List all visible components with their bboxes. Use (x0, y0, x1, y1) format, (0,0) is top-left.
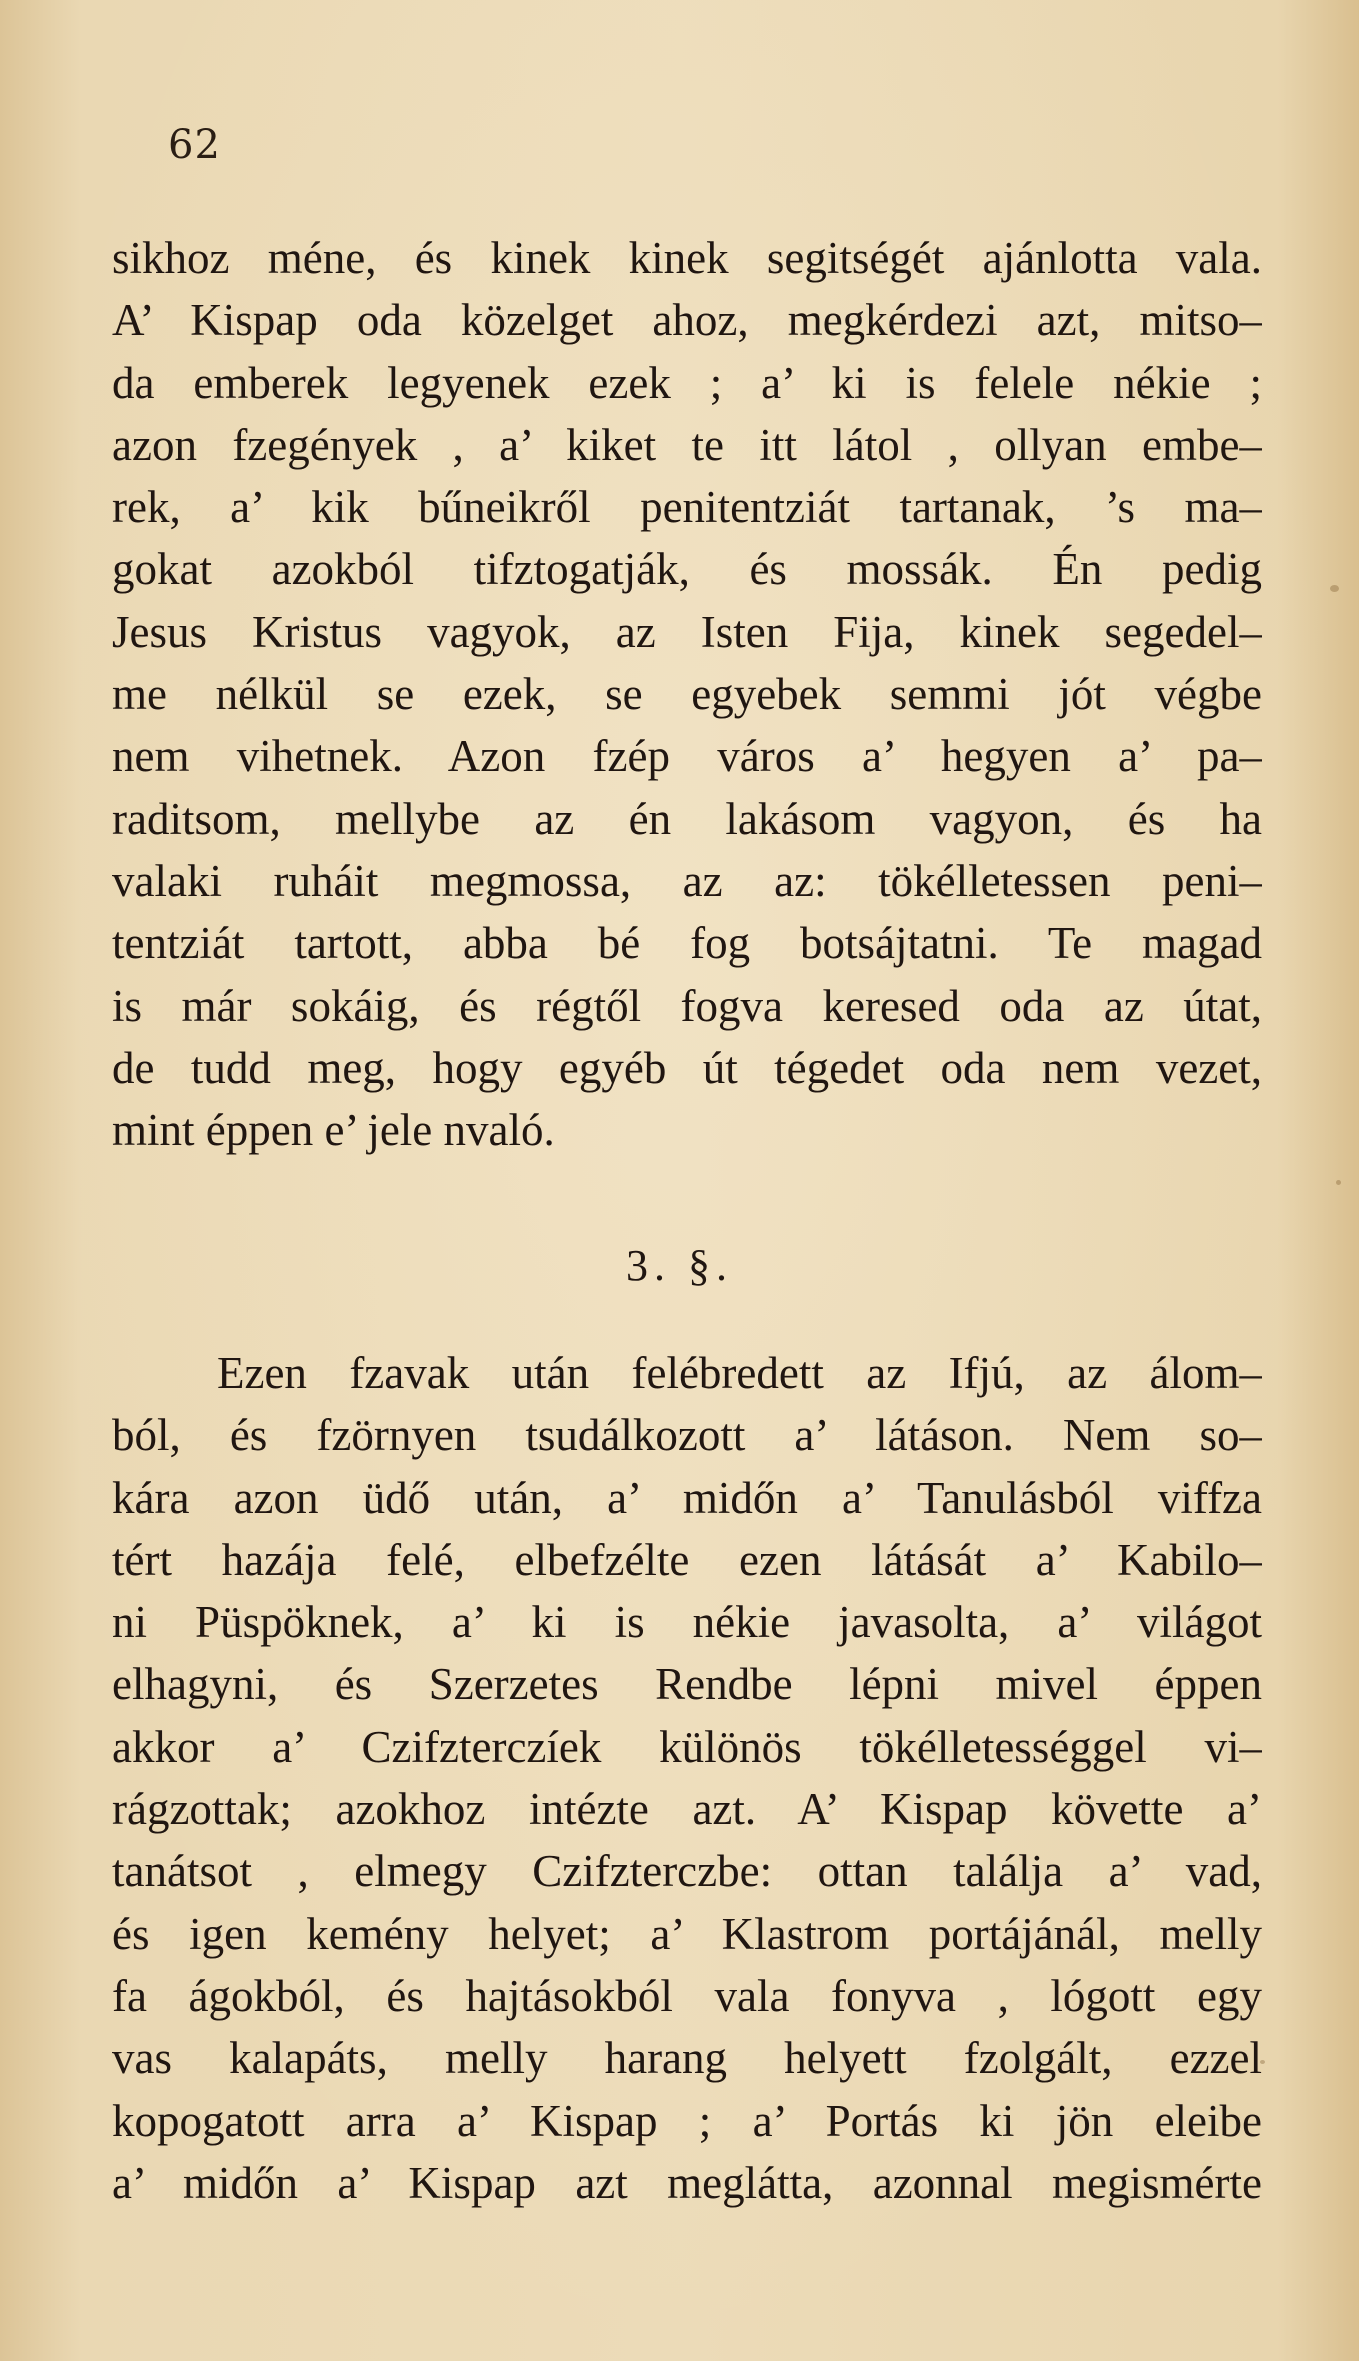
text-line: ból, és fzörnyen tsudálkozott a’ látáson. Nem so– (112, 1410, 1262, 1461)
paper-stain (1336, 1180, 1341, 1185)
text-line: rágzottak; azokhoz intézte azt. A’ Kispap követte a’ (112, 1784, 1262, 1835)
text-line: da emberek legyenek ezek ; a’ ki is felele nékie ; (112, 357, 1262, 408)
text-line: is már sokáig, és régtől fogva keresed oda az útat, (112, 980, 1262, 1031)
text-line: nem vihetnek. Azon fzép város a’ hegyen a’ pa– (112, 731, 1262, 782)
text-line: tanátsot , elmegy Czifzterczbe: ottan találja a’ vad, (112, 1846, 1262, 1897)
text-line: elhagyni, és Szerzetes Rendbe lépni mivel éppen (112, 1659, 1262, 1710)
text-line: kára azon üdő után, a’ midőn a’ Tanulásból viffza (112, 1472, 1262, 1523)
paragraph-2 (112, 1342, 1262, 2214)
text-line: vas kalapáts, melly harang helyett fzolgált, ezzel (112, 2033, 1262, 2084)
paragraph-1 (112, 227, 1262, 1161)
text-line: akkor a’ Czifzterczíek különös tökélletességgel vi– (112, 1721, 1262, 1772)
text-line: fa ágokból, és hajtásokból vala fonyva , lógott egy (112, 1970, 1262, 2021)
text-line: és igen kemény helyet; a’ Klastrom portájánál, melly (112, 1908, 1262, 1959)
text-line: kopogatott arra a’ Kispap ; a’ Portás ki jön eleibe (112, 2095, 1262, 2146)
text-line: Ezen fzavak után felébredett az Ifjú, az álom– (217, 1348, 1262, 1398)
text-line: ni Püspöknek, a’ ki is nékie javasolta, a’ világot (112, 1597, 1262, 1648)
text-line: a’ midőn a’ Kispap azt meglátta, azonnal megismérte (112, 2157, 1262, 2208)
text-line: tentziát tartott, abba bé fog botsájtatni. Te magad (112, 918, 1262, 969)
text-line: azon fzegények , a’ kiket te itt látol , ollyan embe– (112, 419, 1262, 470)
text-line: valaki ruháit megmossa, az az: tökélletessen peni– (112, 855, 1262, 906)
text-line: gokat azokból tifztogatják, és mossák. Én pedig (112, 544, 1262, 595)
text-line: me nélkül se ezek, se egyebek semmi jót végbe (112, 669, 1262, 720)
text-line: sikhoz méne, és kinek kinek segitségét ajánlotta vala. (112, 233, 1262, 283)
text-line: raditsom, mellybe az én lakásom vagyon, és ha (112, 793, 1262, 844)
page-number: 62 (168, 122, 221, 168)
section-heading: 3. §. (626, 1241, 733, 1290)
text-line: A’ Kispap oda közelget ahoz, megkérdezi azt, mitso– (112, 295, 1262, 346)
text-line: Jesus Kristus vagyok, az Isten Fija, kinek segedel– (112, 606, 1262, 657)
paper-stain (1330, 585, 1339, 592)
text-line: tért hazája felé, elbefzélte ezen látását a’ Kabilo– (112, 1534, 1262, 1585)
text-line: mint éppen e’ jele nvaló. (112, 1105, 555, 1156)
text-line: de tudd meg, hogy egyéb út tégedet oda nem vezet, (112, 1042, 1262, 1093)
text-line: rek, a’ kik bűneikről penitentziát tartanak, ’s ma– (112, 482, 1262, 533)
